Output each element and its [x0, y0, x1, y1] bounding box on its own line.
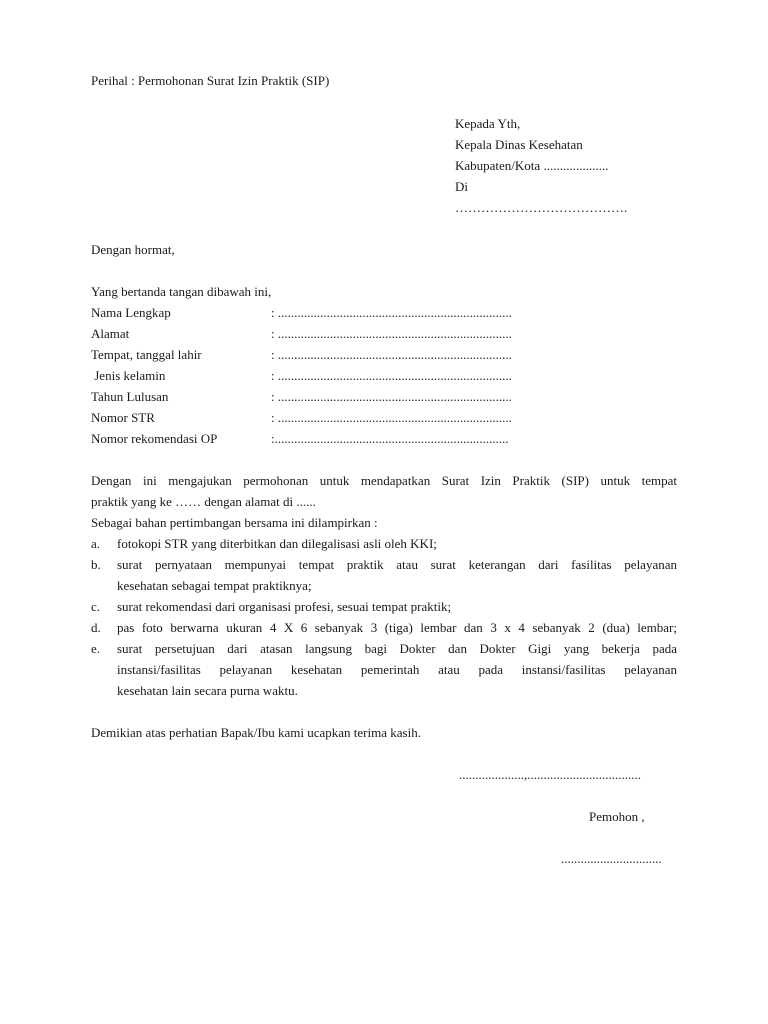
list-item: fotokopi STR yang diterbitkan dan dilegalisasi asli oleh KKI; [117, 536, 437, 551]
field-label-graduation: Tahun Lulusan [91, 389, 169, 404]
list-item: surat pernyataan mempunyai tempat praktik atau surat keterangan dari fasilitas pelayanan [117, 557, 677, 572]
field-label-str: Nomor STR [91, 410, 155, 425]
signature-line: ............................... [561, 851, 662, 866]
intro-text: Yang bertanda tangan dibawah ini, [91, 284, 272, 299]
request-line-2: praktik yang ke …… dengan alamat di ...... [91, 494, 316, 509]
field-label-birth: Tempat, tanggal lahir [91, 347, 202, 362]
list-item: pas foto berwarna ukuran 4 X 6 sebanyak 3 (tiga) lembar dan 3 x 4 sebanyak 2 (dua) lembar; [117, 620, 677, 635]
recipient-line-5: …………………………………. [455, 200, 628, 215]
list-marker: c. [91, 599, 101, 614]
field-label-gender: Jenis kelamin [91, 368, 166, 383]
list-marker: e. [91, 641, 101, 656]
letter-subject: Perihal : Permohonan Surat Izin Praktik (SIP) [91, 73, 330, 88]
field-label-name: Nama Lengkap [91, 305, 171, 320]
field-label-address: Alamat [91, 326, 130, 341]
recipient-line-1: Kepada Yth, [455, 116, 521, 131]
closing-text: Demikian atas perhatian Bapak/Ibu kami ucapkan terima kasih. [91, 725, 421, 740]
attachments-intro: Sebagai bahan pertimbangan bersama ini dilampirkan : [91, 515, 378, 530]
field-value-birth: : ........................................................................ [271, 347, 512, 362]
list-marker: b. [91, 557, 101, 572]
request-line-1: Dengan ini mengajukan permohonan untuk mendapatkan Surat Izin Praktik (SIP) untuk tempat [91, 473, 677, 488]
signer-title: Pemohon , [589, 809, 645, 824]
field-value-address: : ........................................................................ [271, 326, 512, 341]
field-value-gender: : ........................................................................ [271, 368, 512, 383]
recipient-line-3: Kabupaten/Kota .................... [455, 158, 609, 173]
list-item: surat persetujuan dari atasan langsung bagi Dokter dan Dokter Gigi yang bekerja pada [117, 641, 677, 656]
field-value-name: : ........................................................................ [271, 305, 512, 320]
place-date-line: ....................,................................... [459, 767, 641, 782]
list-marker: a. [91, 536, 101, 551]
field-value-op: :........................................................................ [271, 431, 509, 446]
list-item-continuation: kesehatan sebagai tempat praktiknya; [117, 578, 312, 593]
field-label-op: Nomor rekomendasi OP [91, 431, 218, 446]
recipient-line-4: Di [455, 179, 468, 194]
list-item-continuation: kesehatan lain secara purna waktu. [117, 683, 298, 698]
salutation: Dengan hormat, [91, 242, 175, 257]
list-marker: d. [91, 620, 101, 635]
field-value-str: : ........................................................................ [271, 410, 512, 425]
list-item: surat rekomendasi dari organisasi profesi, sesuai tempat praktik; [117, 599, 452, 614]
recipient-line-2: Kepala Dinas Kesehatan [455, 137, 583, 152]
list-item-continuation: instansi/fasilitas pelayanan kesehatan pemerintah atau pada instansi/fasilitas pelayanan [117, 662, 677, 677]
field-value-graduation: : ........................................................................ [271, 389, 512, 404]
